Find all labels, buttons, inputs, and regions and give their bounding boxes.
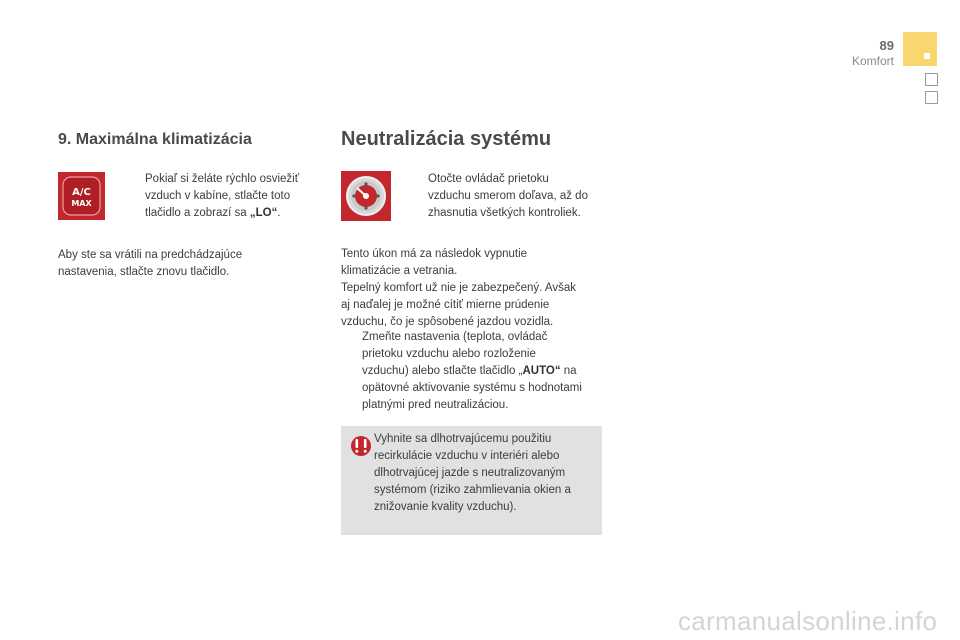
warning-icon (349, 435, 373, 457)
text-fragment: vzduchu) alebo stlačte tlačidlo „ (362, 365, 523, 377)
text-line: Tento úkon má za následok vypnutie (341, 248, 528, 260)
text-line: Aby ste sa vrátili na predchádzajúce (58, 249, 243, 261)
tab-marker (924, 53, 930, 59)
text-line: opätovné aktivovanie systému s hodnotami (362, 382, 582, 394)
text-line: systémom (riziko zahmlievania okien a (374, 484, 571, 496)
text-line: nastavenia, stlačte znovu tlačidlo. (58, 266, 230, 278)
chapter-tab-active[interactable] (903, 32, 937, 66)
neutralization-paragraph (341, 246, 611, 331)
max-ac-instruction (145, 171, 315, 222)
ac-max-button-icon (58, 172, 105, 220)
warning-text (374, 431, 599, 516)
text-line: aj naďalej je možné cítiť mierne prúdenie (341, 299, 550, 311)
text-line: klimatizácie a vetrania. (341, 265, 458, 277)
fan-dial-icon (341, 171, 391, 221)
restore-paragraph (58, 247, 298, 281)
text-fragment: . (277, 207, 281, 219)
text-line: Tepelný komfort už nie je zabezpečený. Avšak (341, 282, 577, 294)
text-line: recirkulácie vzduchu v interiéri alebo (374, 450, 560, 462)
text-line: prietoku vzduchu alebo rozloženie (362, 348, 536, 360)
warning-box (341, 426, 602, 535)
watermark: carmanualsonline.info (678, 606, 938, 636)
chapter-tab[interactable] (925, 73, 938, 86)
text-line: znižovanie kvality vzduchu). (374, 501, 517, 513)
text-line: vzduchu smerom doľava, až do (428, 190, 588, 202)
lo-label: „LO“ (249, 207, 278, 219)
icon-label-ac: A/C (72, 187, 91, 198)
text-line: Vyhnite sa dlhotrvajúcemu použitiu (374, 433, 552, 445)
text-line: dlhotrvajúcej jazde s neutralizovaným (374, 467, 566, 479)
text-fragment: tlačidlo a zobrazí sa (145, 207, 250, 219)
text-fragment: na (560, 365, 577, 377)
text-line (362, 363, 607, 380)
reactivate-instruction (362, 329, 607, 414)
text-line: platnými pred neutralizáciou. (362, 399, 509, 411)
icon-label-max: MAX (71, 199, 92, 208)
section-heading-neutralization: Neutralizácia systému (341, 128, 552, 150)
text-line: vzduch v kabíne, stlačte toto (145, 190, 291, 202)
section-heading-max-ac: 9. Maximálna klimatizácia (58, 131, 252, 148)
auto-label: AUTO“ (522, 365, 561, 377)
text-line: Zmeňte nastavenia (teplota, ovládač (362, 331, 548, 343)
text-line: vzduchu, čo je spôsobené jazdou vozidla. (341, 316, 554, 328)
chapter-tab[interactable] (925, 91, 938, 104)
text-line (145, 205, 315, 222)
neutralize-instruction (428, 171, 608, 222)
text-line: zhasnutia všetkých kontroliek. (428, 207, 581, 219)
page-number: 89 (879, 38, 894, 53)
section-title: Komfort (851, 54, 894, 68)
text-line: Pokiaľ si želáte rýchlo osviežiť (145, 173, 300, 185)
text-line: Otočte ovládač prietoku (428, 173, 549, 185)
